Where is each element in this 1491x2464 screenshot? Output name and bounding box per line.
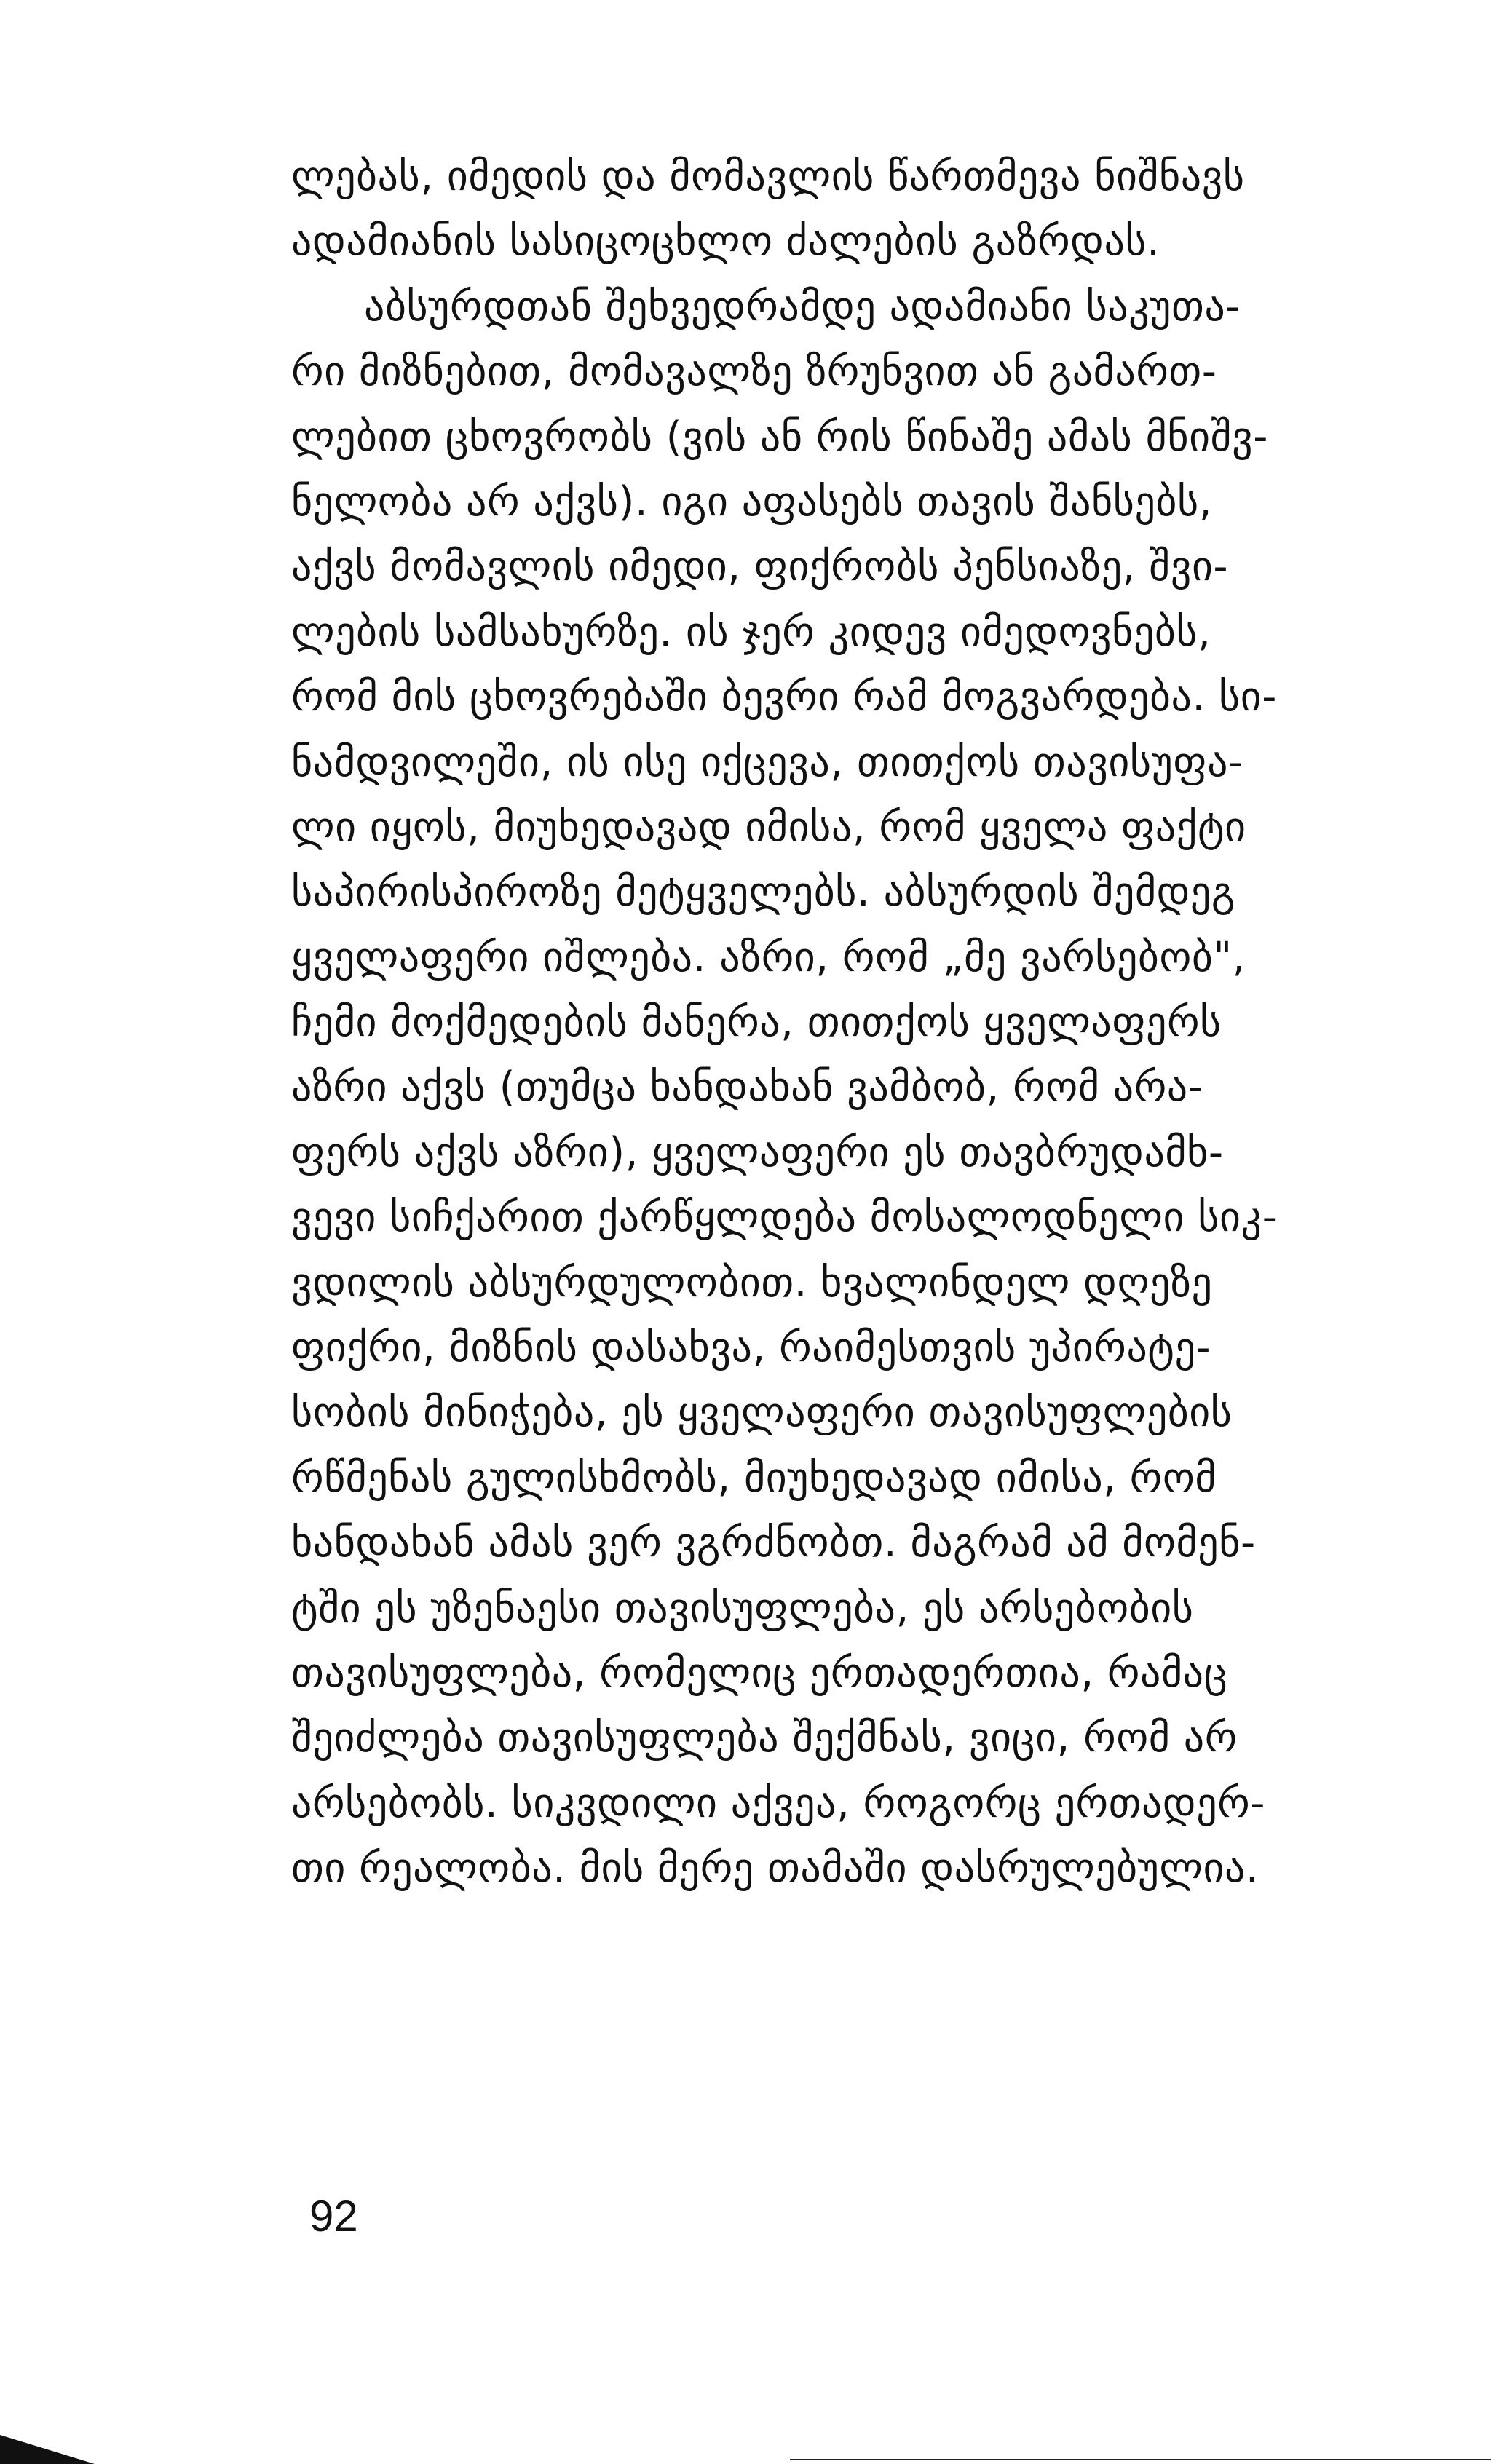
text-line: რწმენას გულისხმობს, მიუხედავად იმისა, რომ (291, 1454, 1217, 1502)
text-line: ფიქრი, მიზნის დასახვა, რაიმესთვის უპირატე- (291, 1324, 1211, 1372)
text-line: რომ მის ცხოვრებაში ბევრი რამ მოგვარდება. სი- (291, 673, 1277, 721)
text-line: ლი იყოს, მიუხედავად იმისა, რომ ყველა ფაქტი (291, 803, 1246, 851)
paragraph-first-line: აბსურდთან შეხვედრამდე ადამიანი საკუთა- (364, 282, 1241, 330)
scan-edge-line (790, 2459, 1491, 2460)
text-line: ჩემი მოქმედების მანერა, თითქოს ყველაფერს (291, 999, 1222, 1047)
text-line: რი მიზნებით, მომავალზე ზრუნვით ან გამართ- (291, 348, 1217, 396)
text-line: ხანდახან ამას ვერ ვგრძნობთ. მაგრამ ამ მომენ- (291, 1519, 1256, 1567)
scan-shadow (0, 2435, 95, 2464)
text-line: ვევი სიჩქარით ქარწყლდება მოსალოდნელი სიკ- (291, 1194, 1278, 1242)
text-line: ლების სამსახურზე. ის ჯერ კიდევ იმედოვნებს, (291, 608, 1211, 656)
text-line: აქვს მომავლის იმედი, ფიქრობს პენსიაზე, შვი- (291, 543, 1229, 591)
text-line: ადამიანის სასიცოცხლო ძალების გაზრდას. (291, 218, 1160, 266)
text-line: ტში ეს უზენაესი თავისუფლება, ეს არსებობის (291, 1584, 1194, 1632)
text-line: ყველაფერი იშლება. აზრი, რომ „მე ვარსებობ", (291, 933, 1246, 981)
text-line: თი რეალობა. მის მერე თამაში დასრულებულია. (291, 1845, 1259, 1893)
text-line: საპირისპიროზე მეტყველებს. აბსურდის შემდეგ (291, 868, 1235, 916)
page-number: 92 (309, 2192, 358, 2241)
text-line: ნამდვილეში, ის ისე იქცევა, თითქოს თავისუფა- (291, 738, 1243, 786)
text-line: თავისუფლება, რომელიც ერთადერთია, რამაც (291, 1649, 1228, 1697)
text-line: ვდილის აბსურდულობით. ხვალინდელ დღეზე (291, 1259, 1213, 1307)
text-line: შეიძლება თავისუფლება შექმნას, ვიცი, რომ არ (291, 1714, 1238, 1762)
text-line: ფერს აქვს აზრი), ყველაფერი ეს თავბრუდამხ- (291, 1128, 1224, 1176)
body-text (291, 144, 1441, 1901)
text-line: ლებით ცხოვრობს (ვის ან რის წინაშე ამას მნიშვ- (291, 413, 1268, 461)
text-line: აზრი აქვს (თუმცა ხანდახან ვამბობ, რომ არა- (291, 1063, 1203, 1112)
text-line: სობის მინიჭება, ეს ყველაფერი თავისუფლების (291, 1389, 1233, 1437)
text-line: ნელობა არ აქვს). იგი აფასებს თავის შანსებს, (291, 478, 1213, 526)
text-line: არსებობს. სიკვდილი აქვეა, როგორც ერთადერ- (291, 1779, 1265, 1827)
text-line: ლებას, იმედის და მომავლის წართმევა ნიშნავს (291, 153, 1245, 200)
